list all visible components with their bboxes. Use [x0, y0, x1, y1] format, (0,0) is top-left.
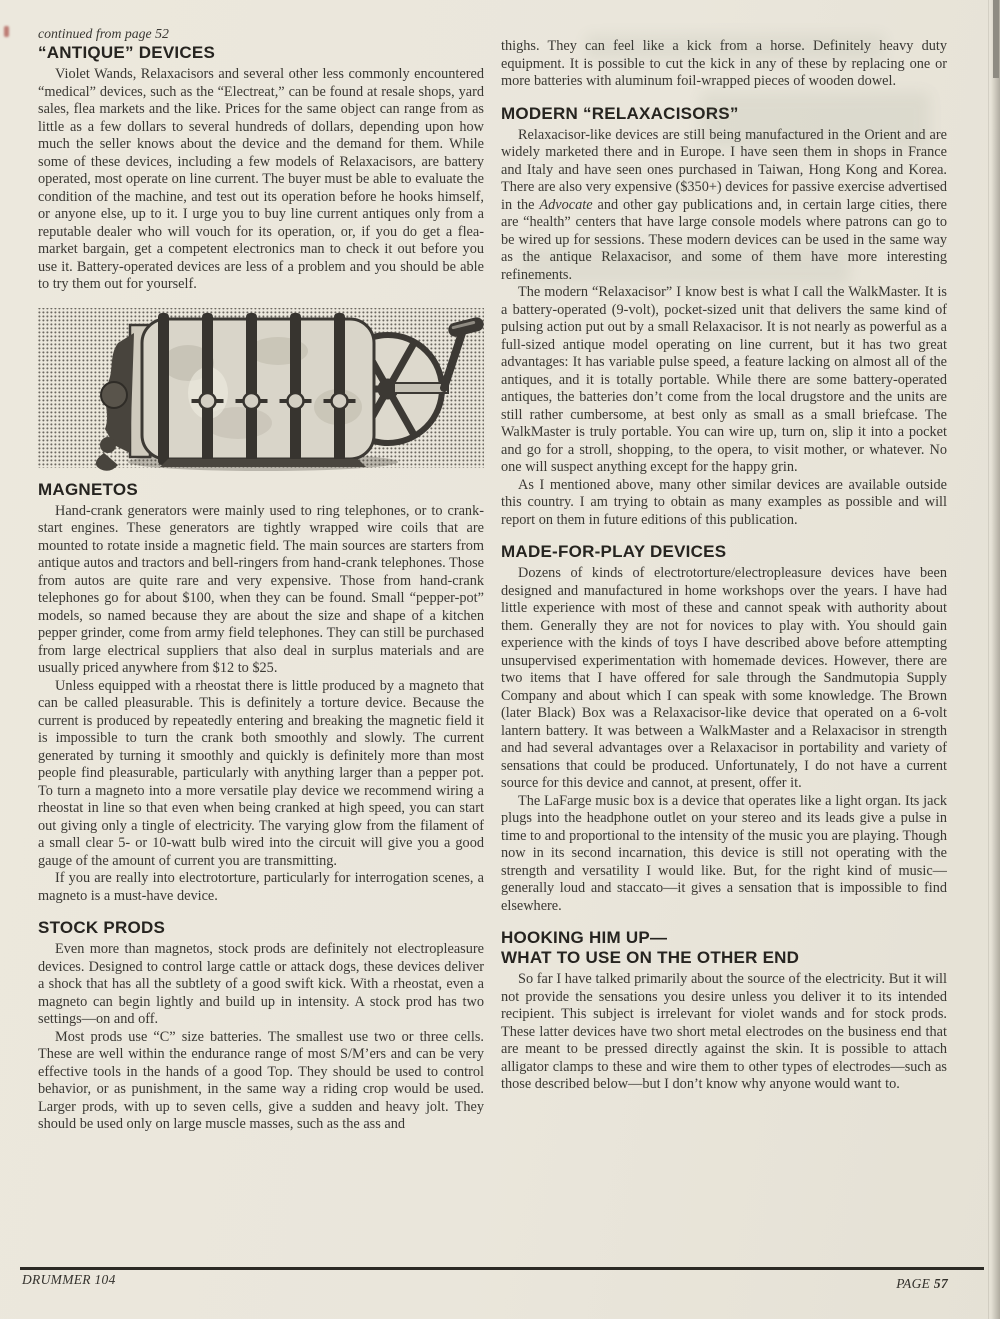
footer-journal-title: DRUMMER 104	[22, 1272, 116, 1287]
show-through-ghost	[700, 92, 930, 150]
footer-page-num: 57	[933, 1276, 948, 1291]
paragraph: As I mentioned above, many other similar devices are available outside this country. I am trying to obtain as many examples as possible and will report on them in future editions of this publication.	[501, 476, 947, 528]
section-heading-hooking-him-up	[501, 928, 947, 968]
paragraph: Even more than magnetos, stock prods are definitely not electropleasure devices. Designed to control large cattle or attack dogs, these devices deliver a shock that has all the subtlety of a good swift kick. With a rheostat, even a magneto can begin lightly and build up in intensity. A stock prod has two settings—on and off.	[38, 941, 484, 1027]
print-ink-mark	[4, 26, 9, 37]
heading-line-2: WHAT TO USE ON THE OTHER END	[501, 948, 800, 967]
heading-line-1: HOOKING HIM UP—	[501, 928, 668, 947]
paragraph-text: and other gay publications and, in certain large cities, there are “health” centers that have large console models where patrons can go to be wired up for sessions. These modern devices can be used in the same way as the antique Relaxacisor, and some of them have more interesting refinements.	[501, 196, 947, 283]
section-heading-modern-relaxacisors: MODERN “RELAXACISORS”	[501, 103, 739, 123]
paragraph: Hand-crank generators were mainly used to ring telephones, or to crank-start engines. These generators are tightly wrapped wire coils that are mounted to rotate inside a magnetic field. The main sources are starters from antique autos and tractors and bell-ringers from hand-crank telephones. Those from autos are quite rare and very expensive. Those from hand-crank telephones go for about $100, when they can be found. Small “pepper-pot” models, so named because they are about the size and shape of a kitchen pepper grinder, come from army field telephones. They can still be purchased from large electrical suppliers that also deal in surplus materials and are usually priced anywhere from $12 to $25.	[38, 502, 484, 676]
section-heading-stock-prods: STOCK PRODS	[38, 918, 166, 937]
paragraph: Unless equipped with a rheostat there is little produced by a magneto that can be called pleasurable. This is definitely a torture device. Because the current is produced by repeatedly entering and breaking the magnetic field it is impossible to turn the crank both smoothly and slowly. The current generated by turning it smoothly and quickly is definitely more than most people find pleasurable, particularly with anything larger than a pepper pot. To turn a magneto into a more versatile play device we recommend wiring a rheostat in line so that even when being cranked at high speed, you can start out giving only a tingle of electricity. The varying glow from the filament of a small clear 5- or 10-watt bulb wired into the circuit will give you a good gauge of the amount of current you are transmitting.	[38, 677, 484, 869]
footer-page-label: PAGE	[896, 1276, 931, 1291]
paragraph: Most prods use “C” size batteries. The smallest use two or three cells. These are well within the endurance range of most S/M’ers and can be very effective tools in the hands of a good Top. They should be used to control behavior, or as punishment, in the same way a riding crop would be used. Larger prods, with up to seven cells, give a sudden and heavy jolt. They should be used only on large muscle masses, such as the ass and	[38, 1028, 484, 1132]
continued-from-note: continued from page 52	[38, 26, 169, 41]
show-through-ghost	[520, 246, 850, 286]
page-edge-shadow	[991, 0, 1000, 1319]
paragraph: Dozens of kinds of electrotorture/electropleasure devices have been designed and manufactured in home workshops over the years. I have had little experience with most of these and cannot speak with authority about them. Generally they are not for novices to play with. You should gain experience with the kinds of toys I have described above before attempting unsupervised experimentation with homemade devices. However, there are two items that I have offered for sale through the Sandmutopia Supply Company and about which I can speak with some knowledge. The Brown (later Black) Box was a Relaxacisor-like device that operated on a 6-volt lantern battery. It was between a WalkMaster and a Relaxacisor in strength and had several advantages over a Relaxacisor in portability and variety of sensations that could be produced. Unfortunately, I do not have a current source for this device and cannot, at present, offer it.	[501, 565, 947, 791]
left-column	[38, 26, 484, 1264]
magneto-photo	[38, 303, 484, 475]
paragraph-continuation: thighs. They can feel like a kick from a horse. Definitely heavy duty equipment. It is possible to cut the kick in any of these by replacing one or more batteries with aluminum foil-wrapped pieces of wooden dowel.	[501, 38, 947, 89]
magneto-illustration	[38, 303, 484, 475]
paragraph: The modern “Relaxacisor” I know best is what I call the WalkMaster. It is a battery-operated (9-volt), pocket-sized unit that delivers the same kind of pulsing action put out by a small Relaxacisor. It is not nearly as powerful as a full-sized antique model operating on line current, but it has two great advantages: It has variable pulse speed, a feature lacking on almost all of the antiques, and it is totally portable. While there are some battery-operated antiques, the batteries don’t come from the local drugstore and the units are still rather cumbersome, at best only as small as a small briefcase. The WalkMaster is truly portable. You can wire up, turn on, slip it into a pocket and go for a stroll, shopping, to the opera, to visit mother, or whatever. No one will suspect anything except for the happy grin.	[501, 284, 947, 475]
paragraph-text: Relaxacisor-like devices are still being manufactured in the Orient and are widely marketed there and in Europe. I have seen them in shops in France and Italy and have seen ones purchased in Taiwan, Hong Kong and Korea. There are also very expensive ($350+) devices for passive exercise advertised in the	[501, 126, 947, 213]
footer-page-number	[896, 1276, 948, 1292]
paragraph: Violet Wands, Relaxacisors and several other less commonly encountered “medical” devices, such as the “Electreat,” can be found at resale shops, yard sales, flea markets and the like. Prices for the same object can range from as little as a few dollars to several hundreds of dollars, depending upon how much the seller knows about the device and the demand for them. While some of these devices, including a few models of Relaxacisors, are battery operated, most operate on line current. The buyer must be able to evaluate the condition of the machine, and test out its operation before he hooks himself, or anyone else, up to it. I urge you to buy line current antiques only from a reputable dealer who will vouch for its operation, or, if you do get a flea-market bargain, get a competent electronics man to check it out before you use it. Battery-operated devices are less of a problem and you should be able to try them out for yourself.	[38, 66, 484, 292]
advocate-italic: Advocate	[539, 196, 593, 213]
paragraph: The LaFarge music box is a device that operates like a light organ. Its jack plugs into the headphone outlet on your stereo and its leads give a pulse in time to and proportional to the intensity of the music you are playing. Though now in its second incarnation, this device is still not operating with the strength and versatility I would like. But, for the right kind of music—generally loud and staccato—it gives a sensation that is impossible to find elsewhere.	[501, 792, 947, 914]
paragraph: If you are really into electrotorture, particularly for interrogation scenes, a magneto is a must-have device.	[38, 870, 484, 904]
paragraph: So far I have talked primarily about the source of the electricity. But it will not provide the sensations you desire unless you deliver it to its intended recipient. This subject is irrelevant for violet wands and for stock prods. These latter devices have two short metal electrodes on the business end that are meant to be pressed directly against the skin. It is possible to attach alligator clamps to these and wire them to other types of electrodes—such as those described below—but I don’t know why anyone would want to.	[501, 971, 947, 1092]
section-heading-magnetos: MAGNETOS	[38, 479, 138, 499]
section-heading-antique-devices: “ANTIQUE” DEVICES	[38, 43, 216, 62]
section-heading-made-for-play: MADE-FOR-PLAY DEVICES	[501, 542, 727, 561]
page-edge-dark-top	[993, 0, 999, 78]
show-through-ghost	[585, 34, 885, 60]
footer-rule	[20, 1267, 984, 1270]
right-column	[501, 26, 947, 1276]
page-edge-line	[988, 0, 990, 1319]
